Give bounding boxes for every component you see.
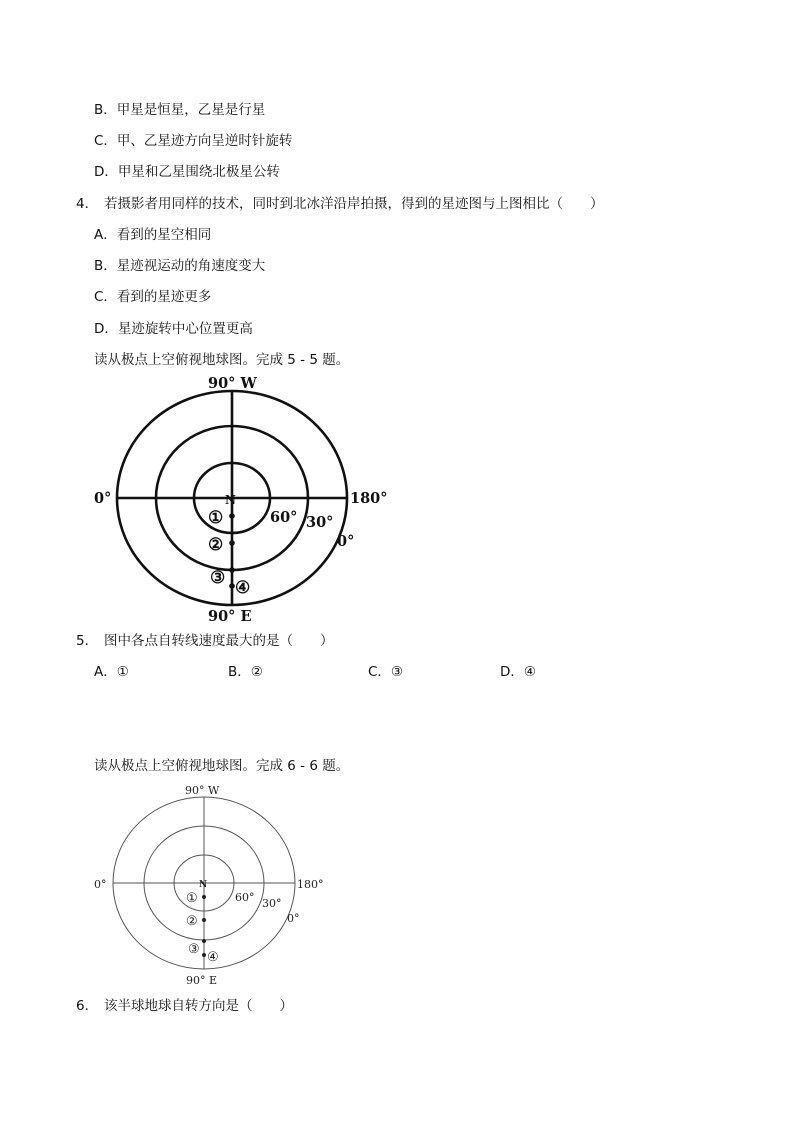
label-180-2: 180° bbox=[297, 878, 324, 891]
q5-option-a: A．① bbox=[94, 664, 129, 680]
q4-option-a: A．看到的星空相同 bbox=[94, 227, 212, 243]
label-90e: 90° E bbox=[208, 608, 252, 625]
q5-option-d: D．④ bbox=[500, 664, 536, 680]
label-lat0: 0° bbox=[337, 533, 355, 550]
point-1-label-2: ① bbox=[186, 891, 198, 906]
point-4-2 bbox=[202, 953, 206, 957]
point-3-2 bbox=[202, 939, 206, 943]
q3-option-b: B．甲星是恒星，乙星是行星 bbox=[94, 102, 266, 118]
label-n-2: N bbox=[199, 880, 208, 890]
label-180: 180° bbox=[350, 490, 388, 507]
q4-option-d: D．星迹旋转中心位置更高 bbox=[94, 321, 253, 337]
q4-option-c: C．看到的星迹更多 bbox=[94, 289, 212, 305]
label-n: N bbox=[225, 493, 236, 507]
q6-stem-line bbox=[76, 997, 293, 1015]
label-0-left-2: 0° bbox=[94, 878, 107, 891]
label-90e-2: 90° E bbox=[186, 974, 218, 987]
q6-stem: 该半球地球自转方向是（ ） bbox=[104, 998, 293, 1014]
label-lat60: 60° bbox=[270, 509, 298, 526]
point-2-label: ② bbox=[208, 535, 224, 555]
label-lat0-2: 0° bbox=[287, 912, 300, 925]
label-lat30: 30° bbox=[306, 514, 334, 531]
q5-option-c: C．③ bbox=[368, 664, 404, 680]
point-2-label-2: ② bbox=[186, 914, 198, 929]
q4-option-b: B．星迹视运动的角速度变大 bbox=[94, 258, 266, 274]
label-lat30-2: 30° bbox=[262, 897, 282, 910]
point-1-2 bbox=[202, 895, 206, 899]
intro-5: 读从极点上空俯视地球图。完成 5 - 5 题。 bbox=[94, 352, 350, 368]
point-4-label-2: ④ bbox=[207, 950, 219, 965]
point-3-label: ③ bbox=[210, 568, 226, 588]
q4-number: 4． bbox=[76, 196, 99, 212]
q5-stem: 图中各点自转线速度最大的是（ ） bbox=[104, 633, 334, 649]
q6-number: 6． bbox=[76, 998, 99, 1014]
q4-stem: 若摄影者用同样的技术，同时到北冰洋沿岸拍摄，得到的星迹图与上图相比（ ） bbox=[104, 196, 604, 212]
point-1-label: ① bbox=[208, 508, 224, 528]
q3-option-c: C．甲、乙星迹方向呈逆时针旋转 bbox=[94, 133, 293, 149]
q5-number: 5． bbox=[76, 633, 99, 649]
label-0-left: 0° bbox=[94, 490, 112, 507]
q3-option-d: D．甲星和乙星围绕北极星公转 bbox=[94, 164, 280, 180]
point-2-2 bbox=[202, 918, 206, 922]
q5-option-b: B．② bbox=[228, 664, 263, 680]
label-90w-2: 90° W bbox=[185, 784, 220, 797]
point-3-label-2: ③ bbox=[188, 942, 200, 957]
intro-6: 读从极点上空俯视地球图。完成 6 - 6 题。 bbox=[94, 758, 350, 774]
label-lat60-2: 60° bbox=[235, 891, 255, 904]
point-4-label: ④ bbox=[235, 578, 251, 598]
label-90w: 90° W bbox=[208, 375, 257, 392]
